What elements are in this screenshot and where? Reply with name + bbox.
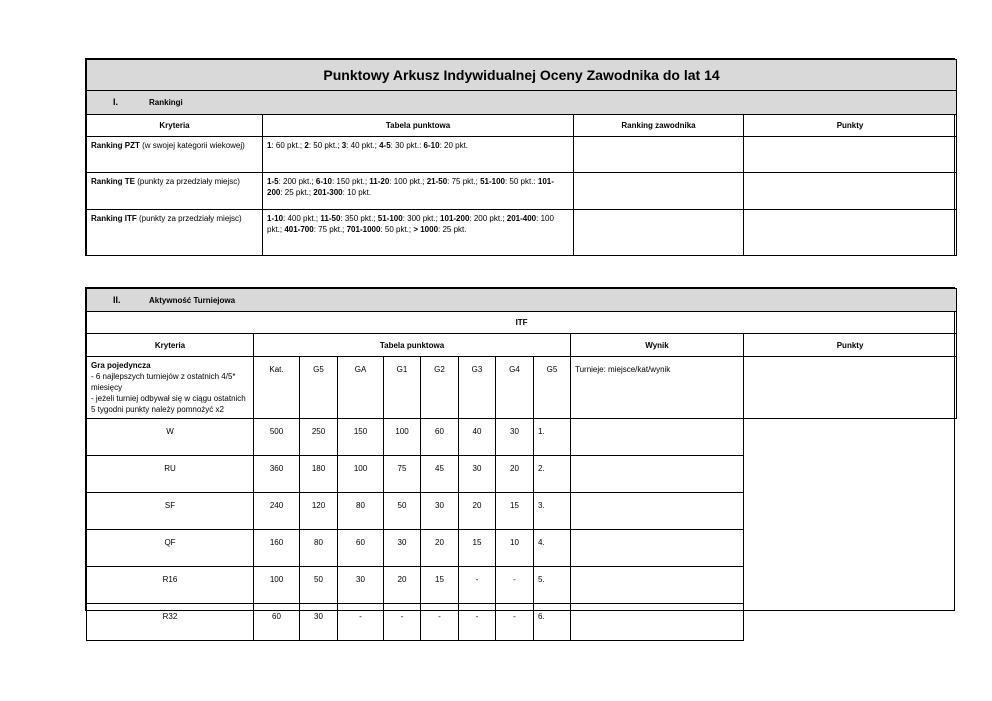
section-tournament-activity [85, 287, 955, 621]
column-header-points: Punkty [744, 334, 957, 357]
category-cell: QF [87, 530, 254, 567]
column-header-result: Wynik [571, 334, 744, 357]
range-points: : 75 pkt.; [447, 177, 481, 186]
points-value-cell: 160 [254, 530, 300, 567]
points-field[interactable] [744, 173, 957, 210]
range-label: 1 [267, 141, 272, 150]
range-points: : 50 pkt.; [380, 225, 414, 234]
criteria-cell [87, 210, 263, 256]
criteria-cell [87, 357, 254, 419]
range-points: : 30 pkt.: [390, 141, 424, 150]
column-header-criteria: Kryteria [87, 115, 263, 137]
points-value-cell: 10 [496, 530, 534, 567]
range-label: 101-200 [267, 177, 554, 197]
player-ranking-field[interactable] [574, 137, 744, 173]
points-value-cell: 250 [300, 419, 338, 456]
points-value-cell: - [384, 604, 421, 641]
range-label: 4-5 [379, 141, 391, 150]
table-row [87, 604, 957, 641]
range-label: 201-400 [506, 214, 537, 223]
result-field[interactable]: 4. [534, 530, 571, 567]
points-value-cell: 50 [384, 493, 421, 530]
category-cell: R16 [87, 567, 254, 604]
range-points: : 25 pkt.; [280, 188, 314, 197]
points-value-cell: - [459, 604, 496, 641]
range-points: : 300 pkt.; [402, 214, 441, 223]
section-rankings [85, 58, 955, 256]
points-value-cell: 20 [421, 530, 459, 567]
category-cell: R32 [87, 604, 254, 641]
points-value-cell: - [496, 567, 534, 604]
range-label: 6-10 [423, 141, 440, 150]
column-header-points-table: Tabela punktowa [263, 115, 574, 137]
range-label: 11-50 [320, 214, 341, 223]
table-row [87, 357, 957, 419]
points-value-cell: 30 [338, 567, 384, 604]
range-points: : 75 pkt.; [313, 225, 347, 234]
column-header-g5-last: G5 [534, 357, 571, 419]
result-field[interactable]: 1. [534, 419, 571, 456]
range-label: 2 [304, 141, 309, 150]
points-value-cell: 15 [421, 567, 459, 604]
criteria-cell [87, 173, 263, 210]
points-value-cell: 100 [384, 419, 421, 456]
player-ranking-field[interactable] [574, 210, 744, 256]
points-value-cell: 30 [421, 493, 459, 530]
table-row [87, 456, 957, 493]
points-value-cell: 100 [338, 456, 384, 493]
points-value-cell: 50 [300, 567, 338, 604]
points-value-cell: - [421, 604, 459, 641]
range-points: : 50 pkt.: [504, 177, 538, 186]
criteria-text: (punkty za przedziały miejsc) [136, 214, 242, 223]
points-field[interactable] [571, 419, 744, 456]
range-label: 201-300 [313, 188, 343, 197]
result-header: Turnieje: miejsce/kat/wynik [571, 357, 744, 419]
points-value-cell: 100 [254, 567, 300, 604]
points-value-cell: 75 [384, 456, 421, 493]
points-value-cell: 360 [254, 456, 300, 493]
points-value-cell: 45 [421, 456, 459, 493]
criteria-bold: Ranking ITF [91, 214, 137, 223]
range-points: : 150 pkt.; [331, 177, 370, 186]
range-points: : 350 pkt.; [340, 214, 378, 223]
criteria-line: - jeżeli turniej odbywał się w ciągu ostatnich 5 tygodni punkty należy pomnożyć x2 [91, 394, 246, 414]
column-header-player-ranking: Ranking zawodnika [574, 115, 744, 137]
points-value-cell: - [496, 604, 534, 641]
range-label: 21-50 [426, 177, 448, 186]
points-field[interactable] [571, 567, 744, 604]
points-value-cell: 150 [338, 419, 384, 456]
table-row [87, 530, 957, 567]
points-value-cell: 30 [459, 456, 496, 493]
range-points: : 100 pkt.; [389, 177, 427, 186]
result-field[interactable]: 3. [534, 493, 571, 530]
category-cell: SF [87, 493, 254, 530]
points-value-cell: 20 [384, 567, 421, 604]
range-points: : 25 pkt. [438, 225, 467, 234]
points-value-cell: 30 [496, 419, 534, 456]
criteria-title: Gra pojedyncza [91, 361, 151, 370]
points-value-cell: 240 [254, 493, 300, 530]
points-value-cell: 40 [459, 419, 496, 456]
column-header-g2: G2 [421, 357, 459, 419]
criteria-bold: Ranking PZT [91, 141, 140, 150]
points-field[interactable] [571, 456, 744, 493]
result-field[interactable]: 2. [534, 456, 571, 493]
range-points: : 10 pkt. [342, 188, 372, 197]
range-label: 51-100 [480, 177, 505, 186]
criteria-text: (w swojej kategorii wiekowej) [139, 141, 245, 150]
column-header-g5: G5 [300, 357, 338, 419]
range-points: : 50 pkt.; [308, 141, 342, 150]
points-table-cell [263, 137, 574, 173]
column-header-g3: G3 [459, 357, 496, 419]
table-row [87, 173, 957, 210]
points-field[interactable] [571, 493, 744, 530]
points-value-cell: 80 [338, 493, 384, 530]
points-value-cell: 20 [496, 456, 534, 493]
section-name: Aktywność Turniejowa [149, 295, 236, 305]
range-label: 1-5 [267, 177, 279, 186]
column-header-g4: G4 [496, 357, 534, 419]
range-label: 101-200 [440, 214, 470, 223]
table-row [87, 567, 957, 604]
column-header-points-table: Tabela punktowa [254, 334, 571, 357]
result-field[interactable]: 6. [534, 604, 571, 641]
result-field[interactable]: 5. [534, 567, 571, 604]
points-field[interactable] [744, 210, 957, 256]
table-row [87, 137, 957, 173]
column-header-g1: G1 [384, 357, 421, 419]
column-header-criteria: Kryteria [87, 334, 254, 357]
section-number: I. [113, 97, 119, 107]
section-header [87, 289, 957, 312]
range-label: 51-100 [377, 214, 403, 223]
points-value-cell: - [338, 604, 384, 641]
points-value-cell: 60 [254, 604, 300, 641]
range-points: : 200 pkt.; [278, 177, 316, 186]
range-points: : 100 pkt.; [267, 214, 554, 234]
criteria-cell [87, 137, 263, 173]
section-header [87, 91, 957, 115]
points-field[interactable] [571, 604, 744, 641]
column-header-ga: GA [338, 357, 384, 419]
range-points: : 40 pkt.; [346, 141, 380, 150]
range-label: 3 [341, 141, 347, 150]
itf-label: ITF [87, 312, 957, 334]
range-label: > 1000 [413, 225, 439, 234]
points-value-cell: 80 [300, 530, 338, 567]
points-table-cell [263, 173, 574, 210]
points-value-cell: 60 [338, 530, 384, 567]
section-number: II. [113, 294, 121, 305]
table-row [87, 210, 957, 256]
range-label: 401-700 [284, 225, 314, 234]
range-label: 6-10 [315, 177, 332, 186]
criteria-line: - 6 najlepszych turniejów z ostatnich 4/5* miesięcy [91, 372, 236, 392]
page-title: Punktowy Arkusz Indywidualnej Oceny Zawodnika do lat 14 [87, 60, 957, 91]
points-value-cell: 120 [300, 493, 338, 530]
range-points: : 60 pkt.; [271, 141, 305, 150]
points-value-cell: 60 [421, 419, 459, 456]
section-name: Rankingi [149, 98, 183, 107]
category-cell: RU [87, 456, 254, 493]
points-value-cell: 30 [384, 530, 421, 567]
points-value-cell: 15 [496, 493, 534, 530]
range-points: : 200 pkt.; [469, 214, 507, 223]
points-field[interactable] [571, 530, 744, 567]
table-row [87, 493, 957, 530]
criteria-text: (punkty za przedziały miejsc) [135, 177, 240, 186]
points-value-cell: 500 [254, 419, 300, 456]
column-header-category: Kat. [254, 357, 300, 419]
range-points: : 20 pkt. [439, 141, 469, 150]
criteria-bold: Ranking TE [91, 177, 136, 186]
range-label: 701-1000 [346, 225, 381, 234]
range-label: 11-20 [369, 177, 390, 186]
points-value-cell: - [459, 567, 496, 604]
column-header-points: Punkty [744, 115, 957, 137]
range-points: : 400 pkt.; [283, 214, 321, 223]
points-value-cell: 30 [300, 604, 338, 641]
category-cell: W [87, 419, 254, 456]
points-field[interactable] [744, 357, 957, 419]
points-value-cell: 15 [459, 530, 496, 567]
points-table-cell [263, 210, 574, 256]
range-label: 1-10 [267, 214, 284, 223]
table-row [87, 419, 957, 456]
player-ranking-field[interactable] [574, 173, 744, 210]
points-value-cell: 180 [300, 456, 338, 493]
points-value-cell: 20 [459, 493, 496, 530]
points-field[interactable] [744, 137, 957, 173]
